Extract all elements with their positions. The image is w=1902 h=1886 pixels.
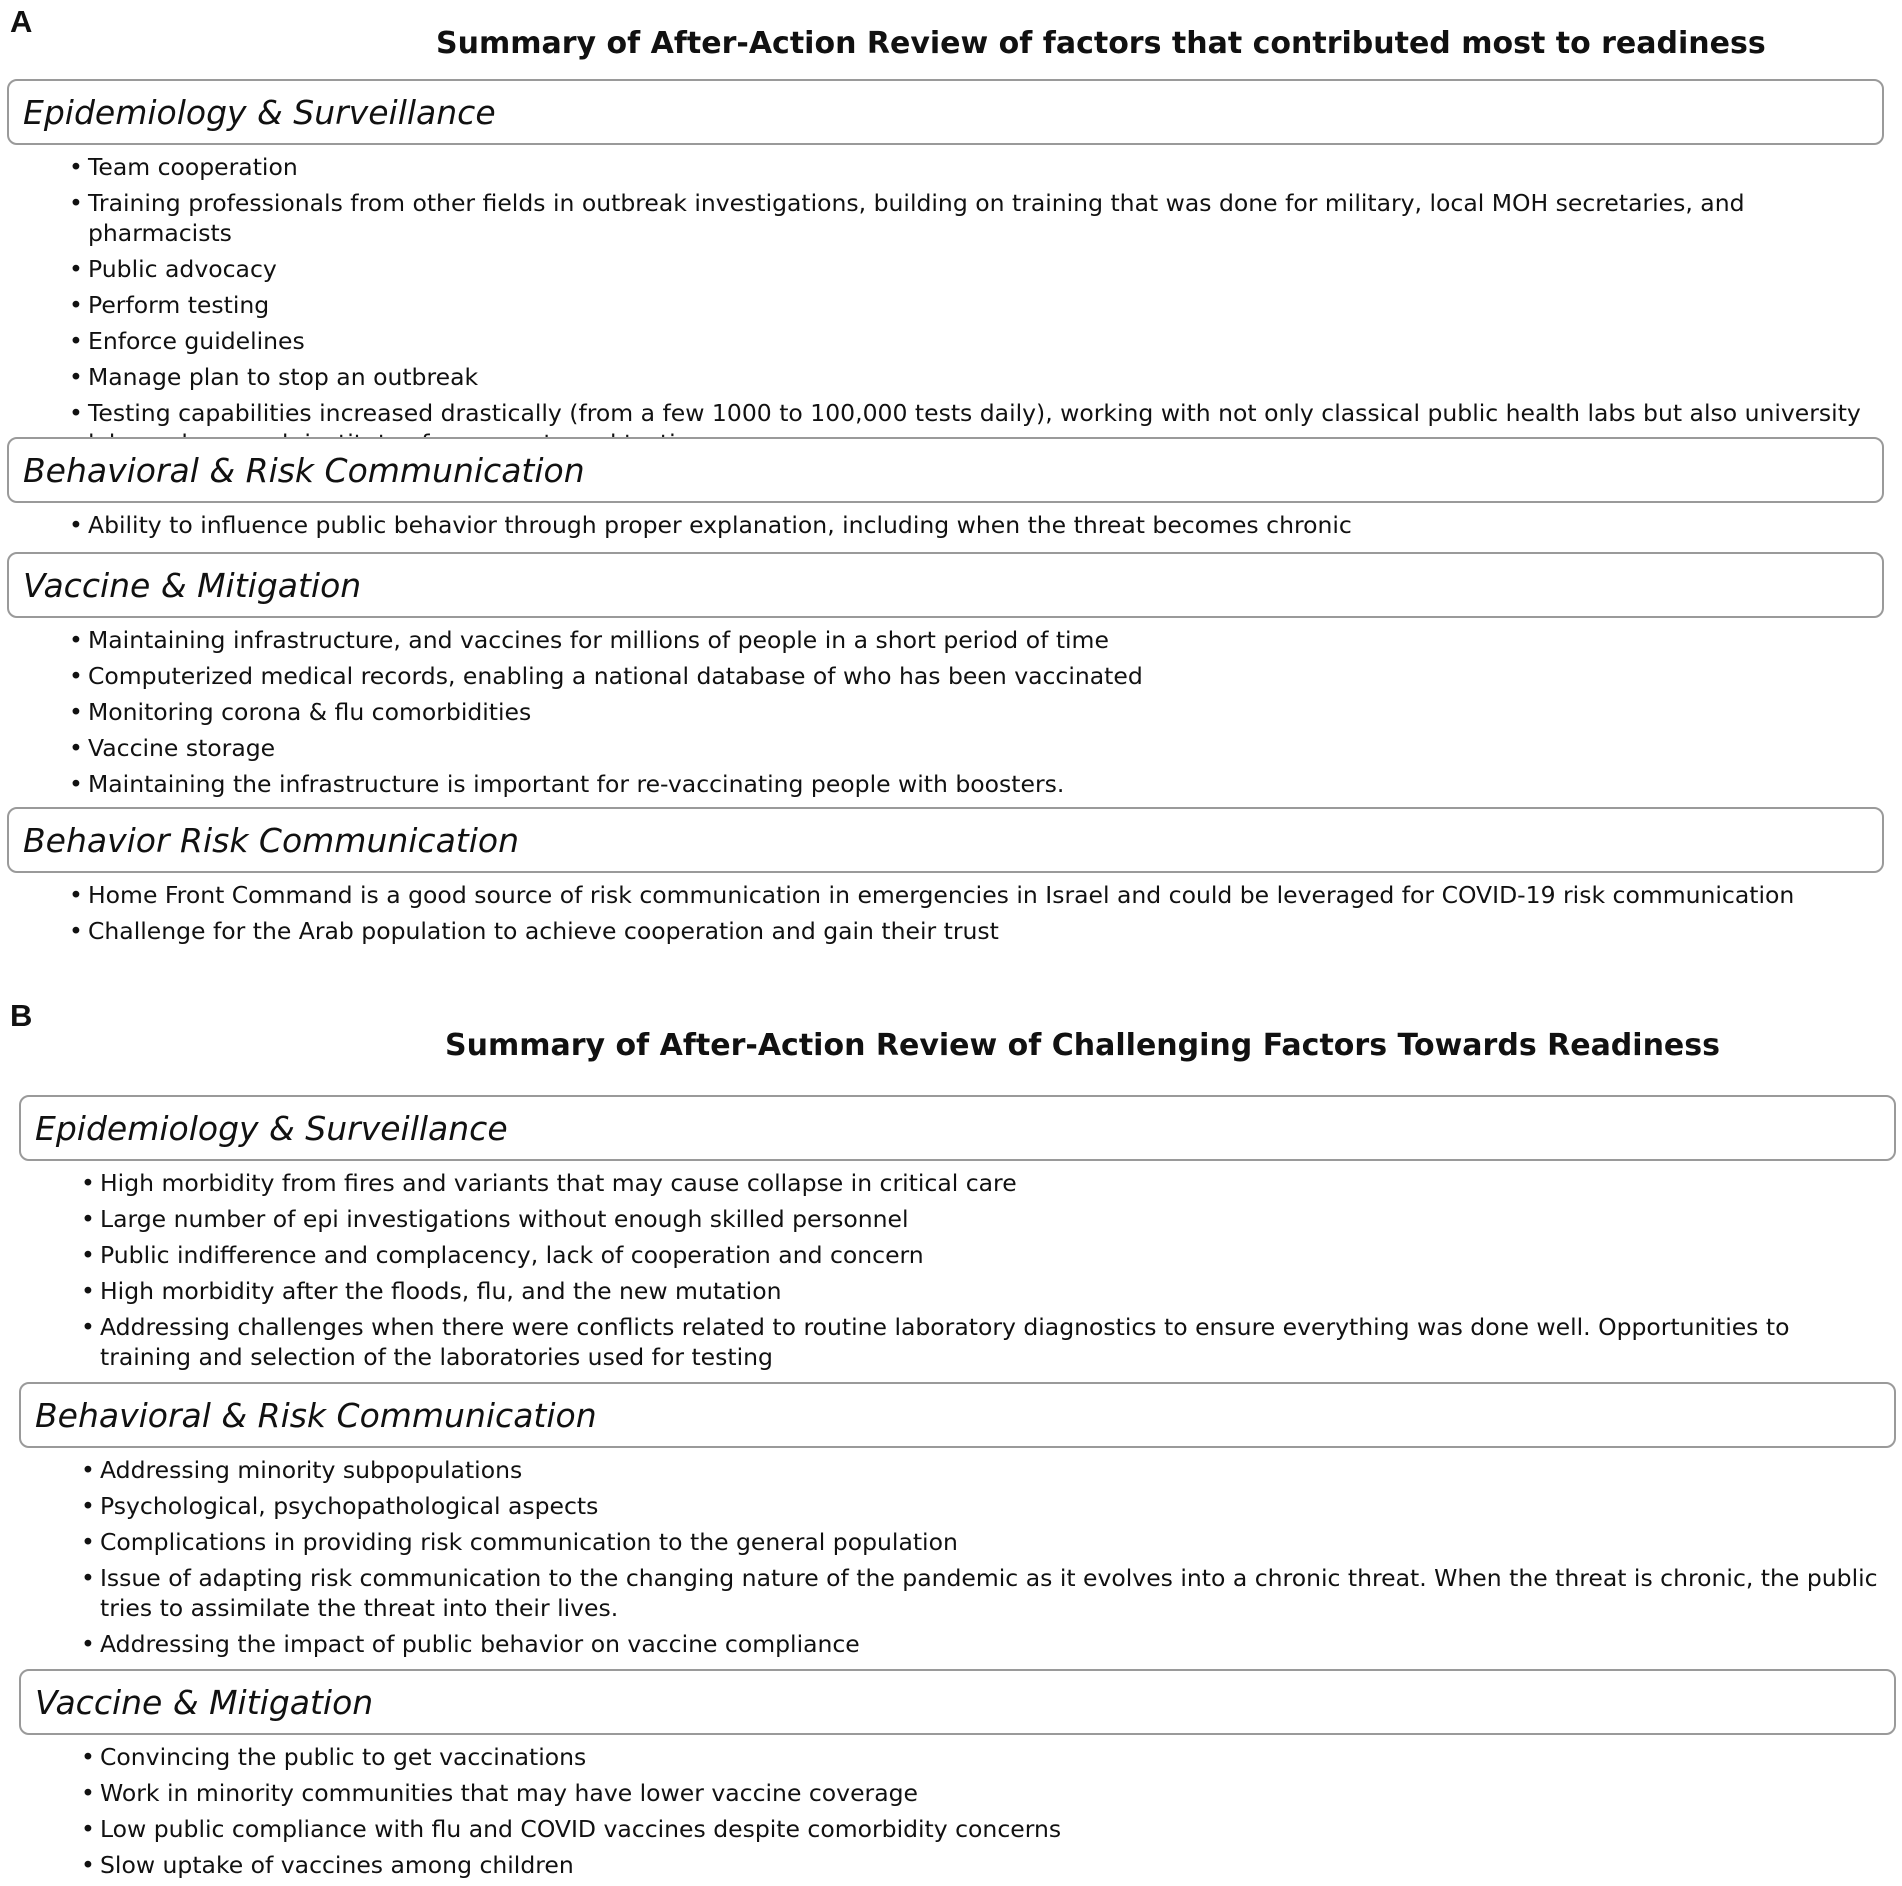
section-header [19, 1095, 1896, 1161]
bullet-list [7, 503, 1884, 540]
panel-b [0, 1000, 1902, 1884]
section-title: Behavioral & Risk Communication [23, 450, 585, 490]
bullet-icon: • [69, 327, 83, 355]
list-item: • Maintaining the infrastructure is important for re-vaccinating people with boosters. [69, 770, 1065, 798]
list-item: • Complications in providing risk communication to the general population [81, 1528, 958, 1556]
bullet-icon: • [81, 1815, 95, 1843]
bullet-icon: • [69, 399, 83, 427]
bullet-icon: • [69, 291, 83, 319]
list-item: • Testing capabilities increased drastically (from a few 1000 to 100,000 tests daily), working with not only classical public health labs but also university [69, 399, 1861, 427]
list-item: • Perform testing [69, 291, 270, 319]
list-item: • Maintaining infrastructure, and vaccines for millions of people in a short period of time [69, 626, 1109, 654]
bullet-icon: • [69, 255, 83, 283]
list-item: • Manage plan to stop an outbreak [69, 363, 479, 391]
list-item: • Public indifference and complacency, lack of cooperation and concern [81, 1241, 924, 1269]
bullet-icon: • [81, 1241, 95, 1269]
bullet-icon: • [81, 1528, 95, 1556]
panel-title: Summary of After-Action Review of factors that contributed most to readiness [436, 26, 1766, 61]
section-epidemiology-surveillance [7, 79, 1884, 464]
section-header [7, 437, 1884, 503]
bullet-icon: • [69, 734, 83, 762]
list-item: • Challenge for the Arab population to achieve cooperation and gain their trust [69, 917, 999, 945]
bullet-icon: • [69, 770, 83, 798]
list-item: • Psychological, psychopathological aspects [81, 1492, 599, 1520]
bullet-list [19, 1161, 1896, 1372]
bullet-icon: • [81, 1313, 95, 1341]
bullet-icon: • [69, 662, 83, 690]
section-header [19, 1669, 1896, 1735]
bullet-icon: • [81, 1743, 95, 1771]
bullet-icon: • [81, 1492, 95, 1520]
section-title: Epidemiology & Surveillance [23, 92, 496, 132]
section-title: Vaccine & Mitigation [35, 1682, 374, 1722]
bullet-list [19, 1735, 1896, 1880]
bullet-icon: • [69, 511, 83, 539]
bullet-icon: • [81, 1851, 95, 1879]
bullet-list [7, 873, 1884, 946]
list-item: • Vaccine storage [69, 734, 276, 762]
panel-letter: A [10, 4, 33, 39]
list-item: • Monitoring corona & flu comorbidities [69, 698, 532, 726]
list-item: • Addressing minority subpopulations [81, 1456, 523, 1484]
bullet-icon: • [81, 1779, 95, 1807]
list-item: • Team cooperation [69, 153, 298, 181]
bullet-icon: • [69, 626, 83, 654]
bullet-icon: • [81, 1205, 95, 1233]
list-item: • Public advocacy [69, 255, 277, 283]
bullet-icon: • [69, 698, 83, 726]
list-item: • Addressing the impact of public behavior on vaccine compliance [81, 1630, 860, 1658]
panel-letter: B [10, 998, 33, 1033]
list-item: • High morbidity after the floods, flu, and the new mutation [81, 1277, 782, 1305]
list-item: • Work in minority communities that may have lower vaccine coverage [81, 1779, 918, 1807]
bullet-icon: • [69, 363, 83, 391]
list-item: • Home Front Command is a good source of risk communication in emergencies in Israel and could be leveraged for COVID-19 risk communication [69, 881, 1795, 909]
section-title: Vaccine & Mitigation [23, 565, 362, 605]
bullet-icon: • [81, 1456, 95, 1484]
bullet-icon: • [69, 153, 83, 181]
list-item: • High morbidity from fires and variants that may cause collapse in critical care [81, 1169, 1017, 1197]
list-item: • Slow uptake of vaccines among children [81, 1851, 574, 1879]
section-epidemiology-surveillance [19, 1095, 1896, 1378]
bullet-icon: • [69, 917, 83, 945]
list-item: • Ability to influence public behavior through proper explanation, including when the threat becomes chronic [69, 511, 1352, 539]
section-behavioral-risk-communication [19, 1382, 1896, 1665]
bullet-icon: • [69, 881, 83, 909]
bullet-icon: • [81, 1169, 95, 1197]
section-behavioral-risk-communication [7, 437, 1884, 546]
bullet-icon: • [81, 1564, 95, 1592]
list-item: • Enforce guidelines [69, 327, 305, 355]
list-item: • Addressing challenges when there were conflicts related to routine laboratory diagnostics to ensure everything was done well. Opportunities to training and selection of the laboratories used for testing [81, 1313, 1790, 1371]
list-item: • Issue of adapting risk communication to the changing nature of the pandemic as it evolves into a chronic threat. When the threat is chronic, the public tries to assimilate the threat into their lives. [81, 1564, 1878, 1622]
bullet-icon: • [81, 1277, 95, 1305]
bullet-list [7, 618, 1884, 799]
section-header [7, 79, 1884, 145]
section-title: Epidemiology & Surveillance [35, 1108, 508, 1148]
bullet-list [7, 145, 1884, 458]
bullet-icon: • [69, 189, 83, 217]
list-item: • Training professionals from other fields in outbreak investigations, building on training that was done for military, local MOH secretaries, and pharmacists [69, 189, 1745, 247]
section-header [7, 807, 1884, 873]
list-item: • Computerized medical records, enabling a national database of who has been vaccinated [69, 662, 1143, 690]
section-title: Behavioral & Risk Communication [35, 1395, 597, 1435]
section-vaccine-mitigation [7, 552, 1884, 805]
section-header [19, 1382, 1896, 1448]
list-item: • Large number of epi investigations without enough skilled personnel [81, 1205, 909, 1233]
list-item: • Convincing the public to get vaccinations [81, 1743, 587, 1771]
bullet-list [19, 1448, 1896, 1659]
section-title: Behavior Risk Communication [23, 820, 520, 860]
section-header [7, 552, 1884, 618]
section-behavior-risk-communication [7, 807, 1884, 952]
list-item: • Low public compliance with flu and COVID vaccines despite comorbidity concerns [81, 1815, 1062, 1843]
bullet-icon: • [81, 1630, 95, 1658]
panel-title: Summary of After-Action Review of Challenging Factors Towards Readiness [445, 1028, 1720, 1063]
section-vaccine-mitigation [19, 1669, 1896, 1886]
